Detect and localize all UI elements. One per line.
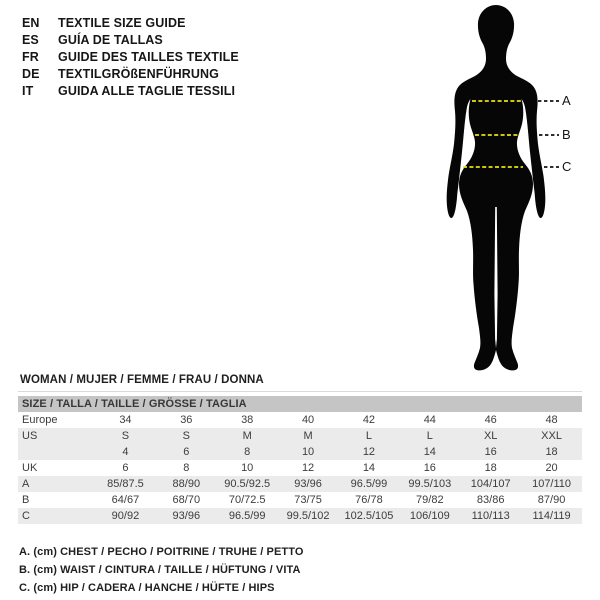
size-value-cell: L	[365, 430, 372, 442]
row-label: Europe	[22, 414, 58, 426]
size-value-cell: 93/96	[172, 510, 201, 522]
language-title: TEXTILE SIZE GUIDE	[58, 16, 186, 30]
language-code: FR	[22, 50, 39, 64]
legend-line: C. (cm) HIP / CADERA / HANCHE / HÜFTE / HIPS	[19, 582, 275, 594]
size-value-cell: XXL	[541, 430, 562, 442]
size-value-cell: 4	[122, 446, 129, 458]
size-value-cell: 10	[301, 446, 315, 458]
size-figure	[430, 4, 570, 372]
size-value-cell: 10	[241, 462, 254, 474]
language-row	[22, 32, 239, 49]
table-row	[18, 428, 582, 444]
size-table-header: SIZE / TALLA / TAILLE / GRÖSSE / TAGLIA	[18, 396, 582, 412]
size-value-cell: 14	[362, 462, 376, 474]
size-value-cell: 104/107	[470, 478, 511, 490]
size-value-cell: 70/72.5	[228, 494, 266, 506]
table-row	[18, 492, 582, 508]
size-value-cell: 16	[484, 446, 497, 458]
size-value-cell: S	[121, 430, 130, 442]
size-value-cell: 76/78	[355, 494, 383, 506]
size-value-cell: 79/82	[416, 494, 444, 506]
size-value-cell: 83/86	[476, 494, 505, 506]
size-value-cell: 16	[423, 462, 436, 474]
size-value-cell: 12	[362, 446, 376, 458]
table-row	[18, 476, 582, 492]
size-value-cell: 12	[301, 462, 315, 474]
size-value-cell: 96.5/99	[350, 478, 388, 490]
language-code: DE	[22, 67, 40, 81]
table-top-rule	[18, 391, 582, 392]
size-value-cell: 42	[362, 414, 376, 426]
size-value-cell: 73/75	[294, 494, 322, 506]
size-value-cell: 20	[545, 462, 558, 474]
size-value-cell: 6	[183, 446, 190, 458]
size-value-cell: 46	[484, 414, 497, 426]
row-label: C	[22, 510, 30, 522]
size-value-cell: 90.5/92.5	[224, 478, 271, 490]
language-list	[22, 15, 239, 100]
size-value-cell: 68/70	[172, 494, 201, 506]
size-value-cell: 114/119	[532, 510, 571, 522]
size-value-cell: 34	[119, 414, 132, 426]
legend-line: A. (cm) CHEST / PECHO / POITRINE / TRUHE / PETTO	[19, 546, 304, 558]
size-value-cell: 18	[545, 446, 558, 458]
size-value-cell: 48	[545, 414, 558, 426]
size-value-cell: 18	[484, 462, 497, 474]
size-value-cell: 44	[423, 414, 436, 426]
row-label: B	[22, 494, 30, 506]
size-value-cell: 14	[423, 446, 436, 458]
language-row	[22, 49, 239, 66]
language-code: IT	[22, 84, 34, 98]
language-title: GUIDE DES TAILLES TEXTILE	[58, 50, 239, 64]
size-value-cell: 96.5/99	[228, 510, 266, 522]
row-label: UK	[22, 462, 38, 474]
size-table	[18, 396, 582, 524]
size-value-cell: 106/109	[409, 510, 450, 522]
size-value-cell: M	[303, 430, 313, 442]
table-group-title: WOMAN / MUJER / FEMME / FRAU / DONNA	[20, 374, 264, 386]
language-code: ES	[22, 33, 39, 47]
size-value-cell: 88/90	[172, 478, 201, 490]
measure-letter-label: B	[562, 127, 571, 142]
language-row	[22, 83, 239, 100]
language-title: TEXTILGRÖßENFÜHRUNG	[58, 67, 219, 81]
size-value-cell: 107/110	[532, 478, 572, 490]
size-value-cell: L	[426, 430, 433, 442]
size-table-body	[18, 412, 582, 524]
language-row	[22, 66, 239, 83]
size-value-cell: 38	[241, 414, 254, 426]
size-value-cell: 8	[183, 462, 190, 474]
size-value-cell: 8	[244, 446, 251, 458]
size-value-cell: XL	[483, 430, 498, 442]
language-title: GUÍA DE TALLAS	[58, 33, 163, 47]
language-title: GUIDA ALLE TAGLIE TESSILI	[58, 84, 236, 98]
language-code: EN	[22, 16, 40, 30]
size-value-cell: 99.5/103	[408, 478, 452, 490]
table-row	[18, 444, 582, 460]
row-label: A	[22, 478, 30, 490]
row-label: US	[22, 430, 38, 442]
size-value-cell: 85/87.5	[107, 478, 144, 490]
size-value-cell: M	[242, 430, 252, 442]
size-value-cell: 93/96	[294, 478, 322, 490]
table-row	[18, 412, 582, 428]
size-value-cell: 87/90	[537, 494, 566, 506]
size-value-cell: S	[182, 430, 190, 442]
size-value-cell: 110/113	[471, 510, 510, 522]
measure-letter-label: C	[562, 159, 572, 174]
language-row	[22, 15, 239, 32]
size-value-cell: 64/67	[111, 494, 140, 506]
size-value-cell: 6	[122, 462, 129, 474]
measure-legend	[19, 543, 304, 597]
size-value-cell: 36	[180, 414, 193, 426]
measure-letter-label: A	[562, 93, 571, 108]
table-row	[18, 508, 582, 524]
size-value-cell: 99.5/102	[286, 510, 330, 522]
woman-silhouette	[430, 4, 570, 372]
size-value-cell: 102.5/105	[344, 510, 394, 522]
table-row	[18, 460, 582, 476]
size-value-cell: 90/92	[111, 510, 140, 522]
legend-line: B. (cm) WAIST / CINTURA / TAILLE / HÜFTUNG / VITA	[19, 564, 301, 576]
size-value-cell: 40	[301, 414, 315, 426]
